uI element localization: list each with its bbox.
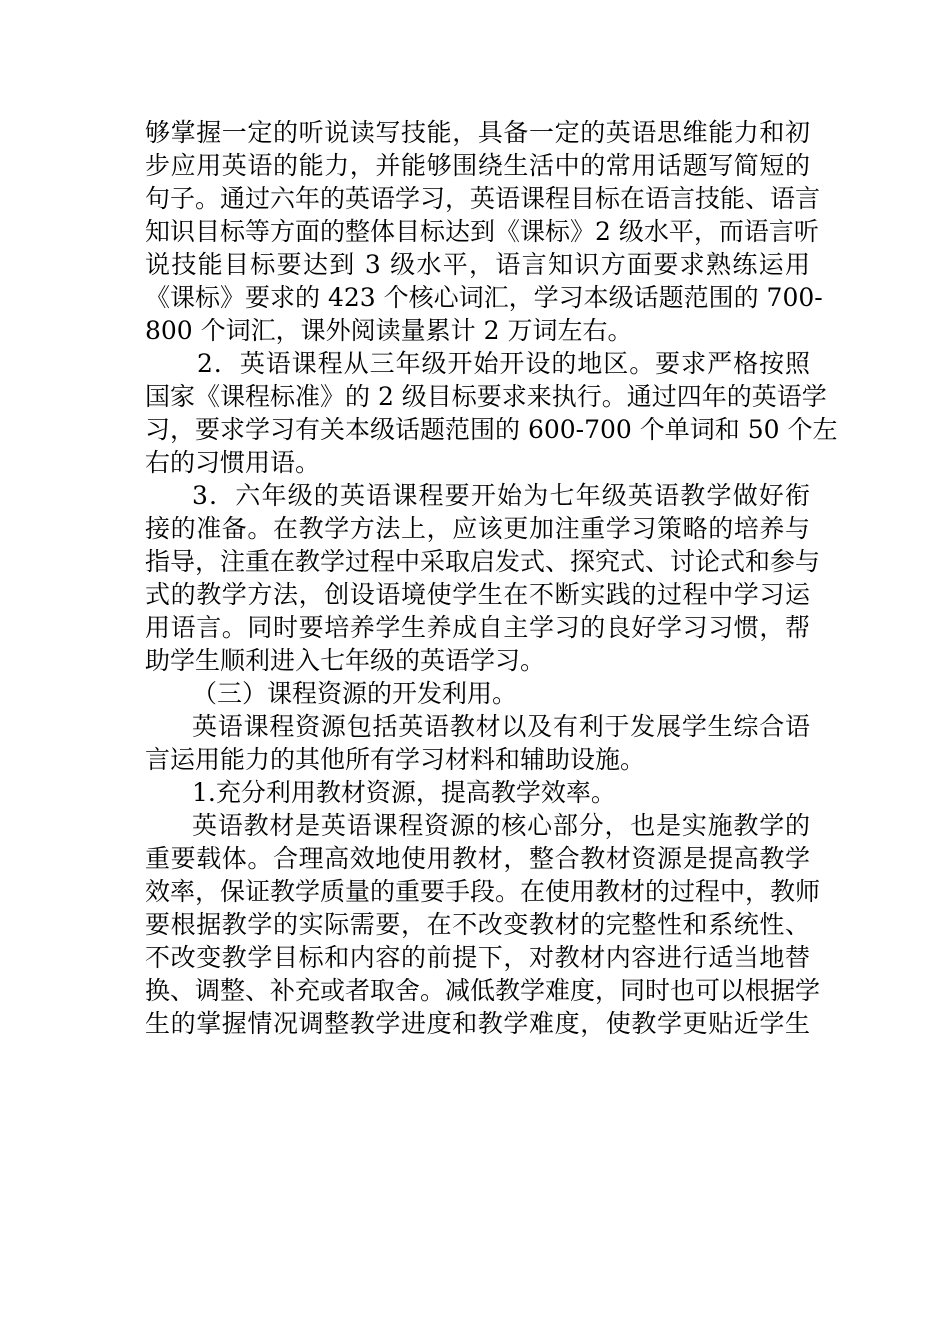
text-line: 生的掌握情况调整教学进度和教学难度，使教学更贴近学生 [145,1009,810,1038]
text-line: 步应用英语的能力，并能够围绕生活中的常用话题写简短的 [145,151,810,180]
text-line: 接的准备。在教学方法上，应该更加注重学习策略的培养与 [145,514,810,543]
text-line: 言运用能力的其他所有学习材料和辅助设施。 [145,745,646,774]
text-line: 用语言。同时要培养学生养成自主学习的良好学习习惯，帮 [145,613,810,642]
body-text [145,116,838,1040]
paragraph-2-first-line: 2．英语课程从三年级开始开设的地区。要求严格按照 [197,349,810,378]
text-line: 说技能目标要达到 3 级水平，语言知识方面要求熟练运用 [145,250,810,279]
text-line: 指导，注重在教学过程中采取启发式、探究式、讨论式和参与 [145,547,821,576]
text-line: 重要载体。合理高效地使用教材，整合教材资源是提高教学 [145,844,810,873]
text-line: 换、调整、补充或者取舍。减低教学难度，同时也可以根据学 [145,976,821,1005]
paragraph-first-line: 英语教材是英语课程资源的核心部分，也是实施教学的 [192,811,810,840]
text-line: 不改变教学目标和内容的前提下，对教材内容进行适当地替 [145,943,810,972]
text-line: 知识目标等方面的整体目标达到《课标》2 级水平，而语言听 [145,217,819,246]
text-line: 式的教学方法，创设语境使学生在不断实践的过程中学习运 [145,580,810,609]
text-line: 习，要求学习有关本级话题范围的 600-700 个单词和 50 个左 [145,415,838,444]
text-line: 《课标》要求的 423 个核心词汇，学习本级话题范围的 700- [145,283,823,312]
text-line: 句子。通过六年的英语学习，英语课程目标在语言技能、语言 [145,184,821,213]
text-line: 右的习惯用语。 [145,448,321,477]
text-line: 800 个词汇，课外阅读量累计 2 万词左右。 [145,316,633,345]
paragraph-first-line: 英语课程资源包括英语教材以及有利于发展学生综合语 [192,712,810,741]
section-heading: （三）课程资源的开发利用。 [192,679,518,708]
text-line: 国家《课程标准》的 2 级目标要求来执行。通过四年的英语学 [145,382,827,411]
text-line: 效率，保证教学质量的重要手段。在使用教材的过程中，教师 [145,877,821,906]
text-line: 够掌握一定的听说读写技能，具备一定的英语思维能力和初 [145,118,810,147]
paragraph-3-first-line: 3．六年级的英语课程要开始为七年级英语教学做好衔 [192,481,810,510]
text-line: 助学生顺利进入七年级的英语学习。 [145,646,546,675]
subheading: 1.充分利用教材资源，提高教学效率。 [192,778,616,807]
text-line: 要根据教学的实际需要，在不改变教材的完整性和系统性、 [145,910,810,939]
